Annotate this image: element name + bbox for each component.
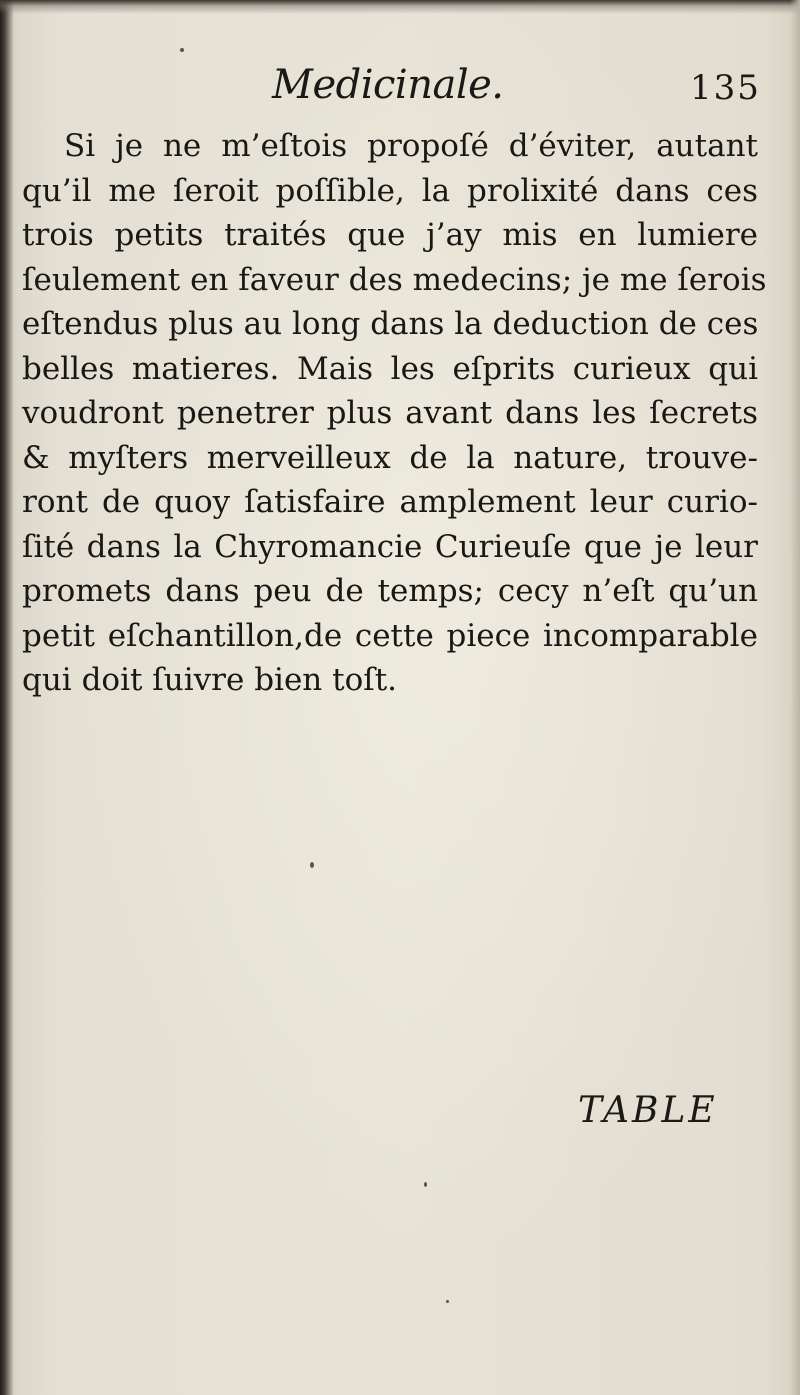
running-title: Medicinale. (272, 62, 504, 108)
page-binding-shadow (0, 0, 14, 1395)
text-line: ſité dans la Chyromancie Curieuſe que je leur (22, 528, 758, 565)
catchword: TABLE (578, 1090, 718, 1131)
page-top-shadow (0, 0, 800, 14)
page-right-edge (790, 0, 800, 1395)
text-line: trois petits traités que j’ay mis en lumiere (22, 217, 758, 253)
text-line: & myſters merveilleux de la nature, trouve- (22, 439, 758, 476)
text-line: petit eſchantillon,de cette piece incomparable (22, 617, 758, 654)
running-head (0, 58, 800, 118)
text-line: ront de quoy ſatisfaire amplement leur curio- (22, 484, 758, 520)
paper-speck (446, 1300, 449, 1303)
text-line: Si je ne m’eſtois propoſé d’éviter, autant (64, 128, 758, 164)
text-line: promets dans peu de temps; cecy n’eſt qu’un (22, 573, 758, 609)
paper-speck (310, 862, 314, 868)
paper-speck (424, 1182, 427, 1187)
paragraph (22, 124, 767, 703)
text-line: qu’il me ſeroit poſſible, la prolixité dans ces (22, 172, 758, 209)
text-line: eſtendus plus au long dans la deduction de ces (22, 306, 759, 342)
page-number: 135 (690, 68, 761, 108)
text-line: belles matieres. Mais les eſprits curieux qui (22, 350, 758, 387)
paper-speck (180, 48, 184, 52)
text-line: qui doit ſuivre bien toſt. (22, 662, 398, 698)
text-line: ſeulement en faveur des medecins; je me ſerois (22, 261, 767, 298)
text-line: voudront penetrer plus avant dans les ſecrets (22, 395, 758, 431)
